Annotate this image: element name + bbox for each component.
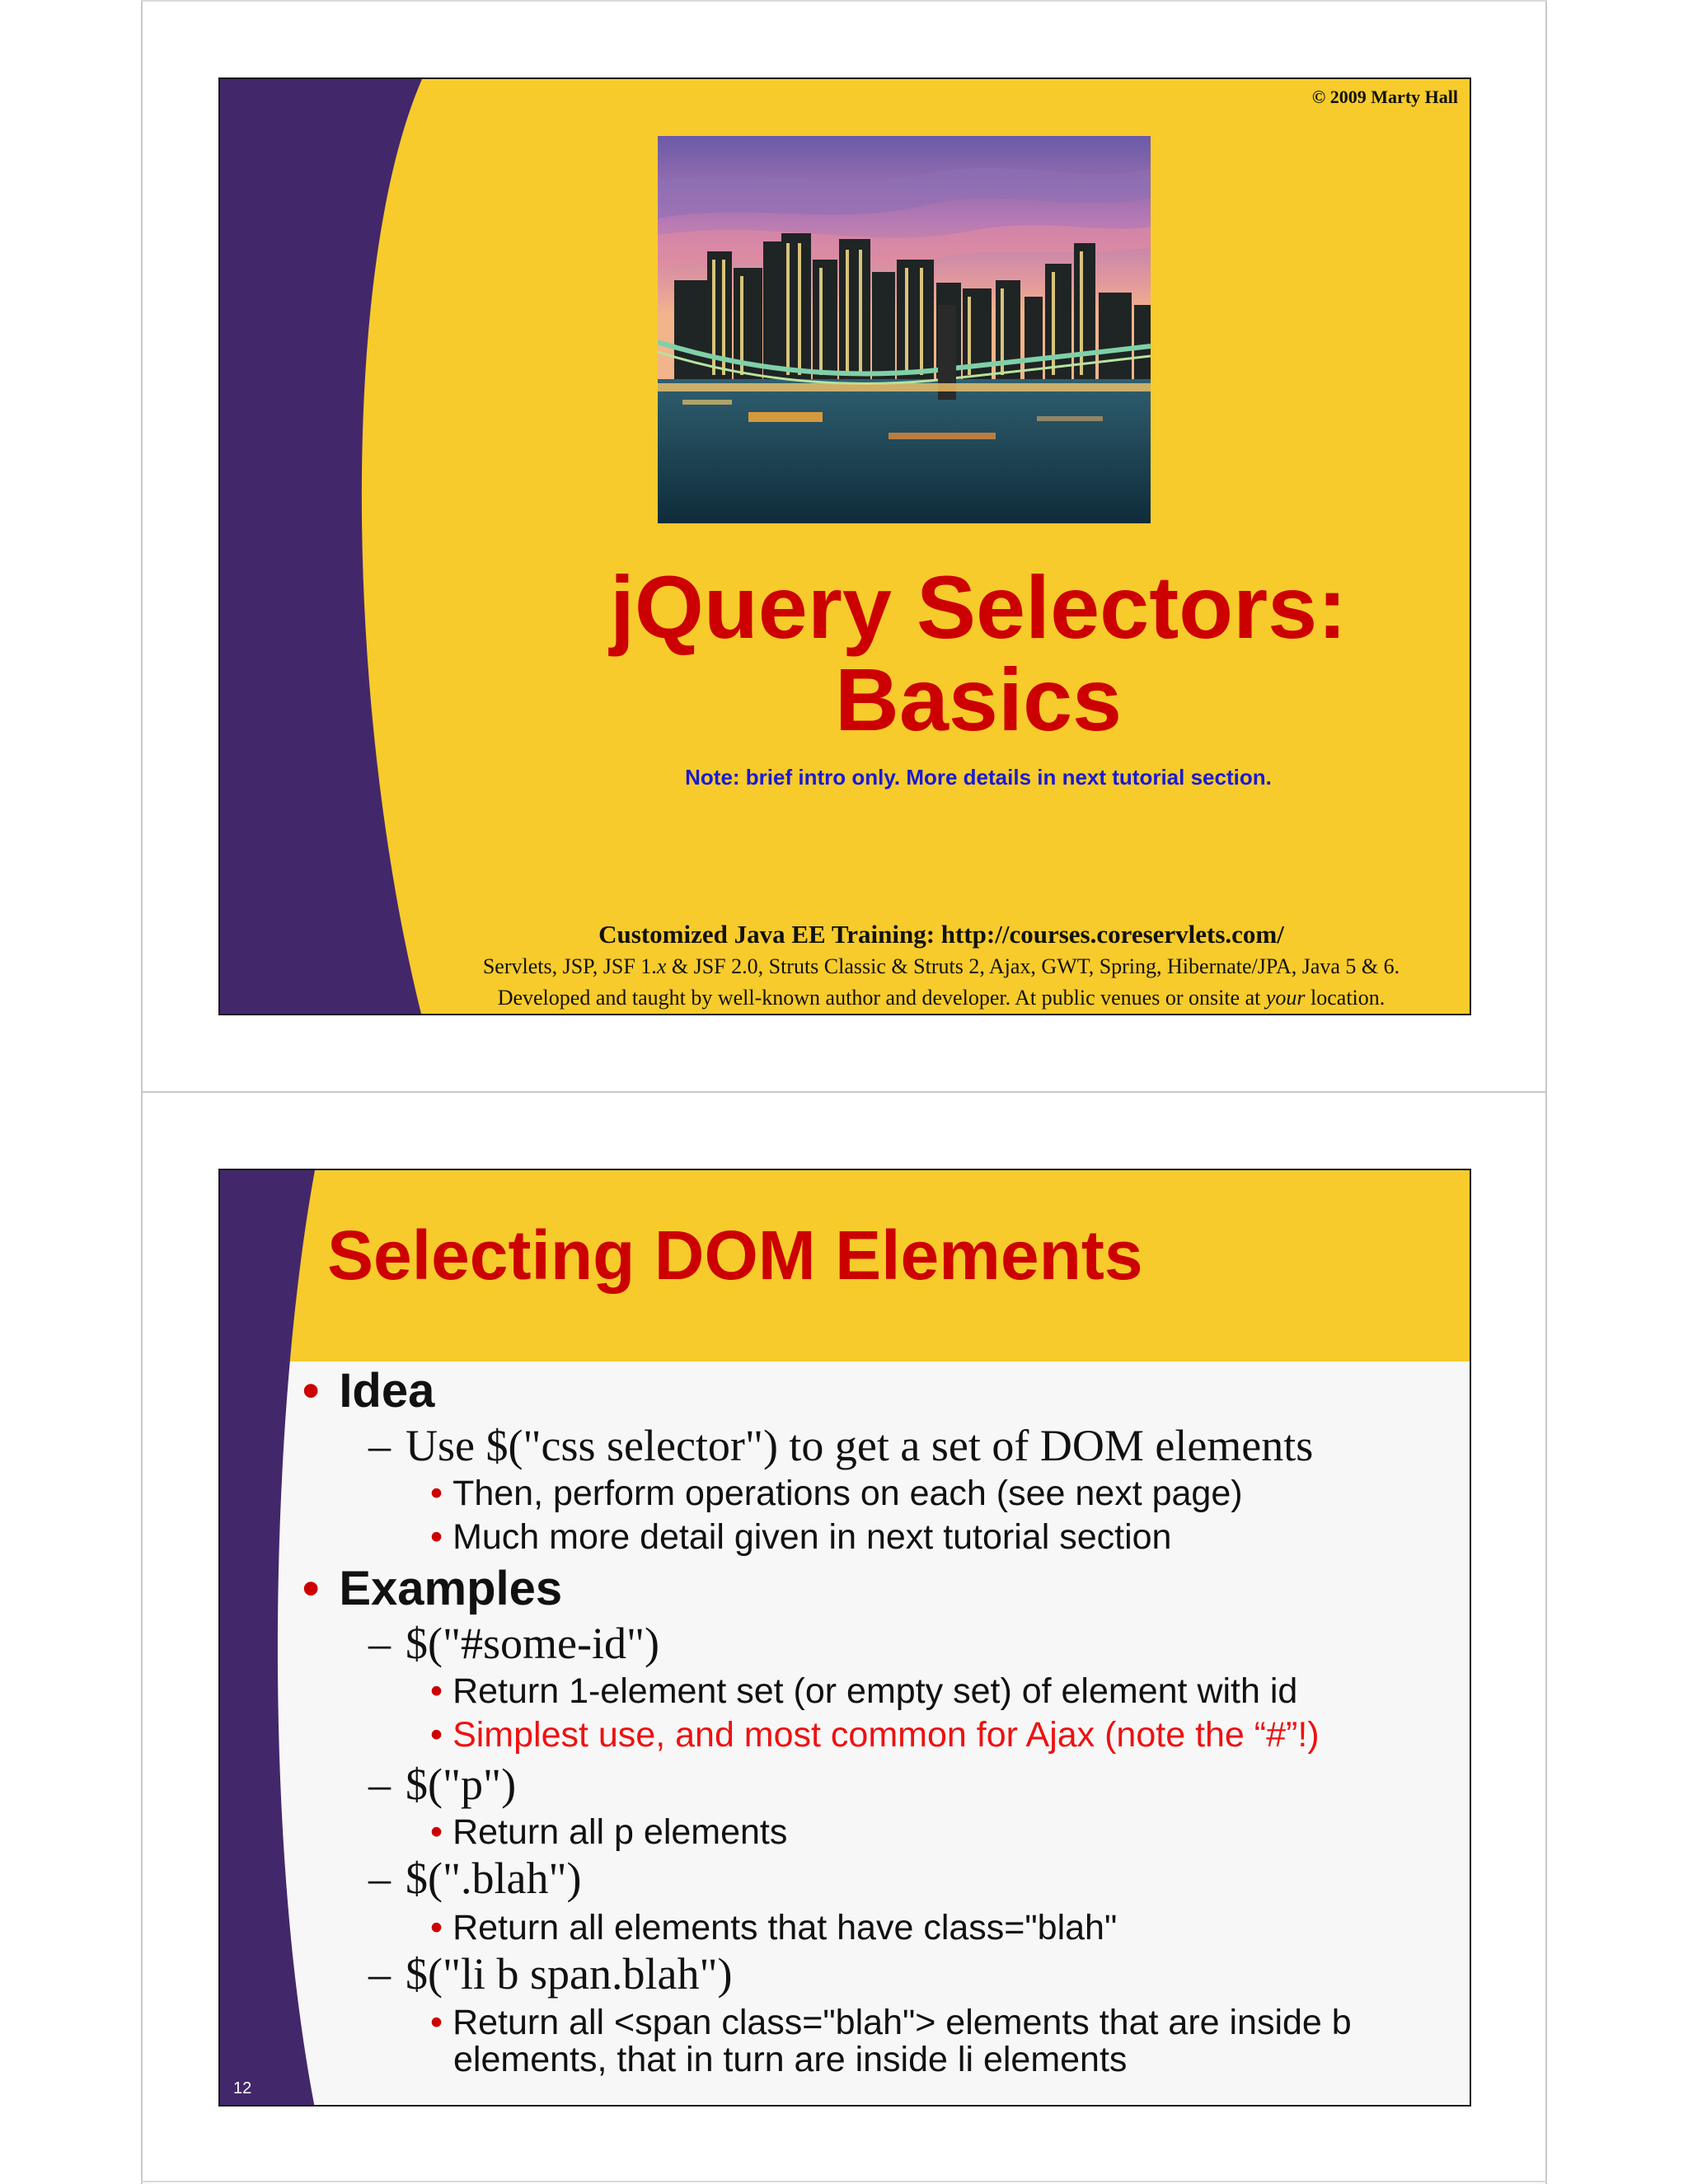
slide-title-line-2: Basics: [834, 649, 1123, 749]
sub-bullet: – $(".blah"): [368, 1854, 582, 1903]
detail-bullet: • Return all elements that have class="blah": [430, 1908, 1118, 1947]
author-line: Developed and taught by well-known author and developer. At public venues or onsite at your location.: [497, 986, 1386, 1010]
copyright-notice: © 2009 Marty Hall: [1311, 87, 1458, 107]
detail-bullet: • Then, perform operations on each (see next page): [430, 1474, 1243, 1513]
sub-bullet: – $("#some-id"): [368, 1619, 660, 1668]
intro-note: Note: brief intro only. More details in next tutorial section.: [685, 765, 1272, 790]
detail-bullet: • Return all <span class="blah"> elements that are inside b: [430, 2003, 1352, 2042]
detail-bullet: • Return 1-element set (or empty set) of element with id: [430, 1671, 1298, 1711]
page-divider: [141, 1091, 1547, 1093]
page-bottom-edge: [141, 2181, 1547, 2182]
sub-bullet: – $("li b span.blah"): [368, 1949, 733, 1999]
detail-bullet: • Much more detail given in next tutorial section: [430, 1517, 1172, 1557]
detail-bullet-continuation: elements, that in turn are inside li elements: [453, 2040, 1128, 2079]
training-link: Customized Java EE Training: http://courses.coreservlets.com/: [598, 920, 1284, 949]
title-slide: [218, 77, 1471, 1015]
bullet-idea: • Idea: [302, 1364, 435, 1418]
slide-title: Selecting DOM Elements: [327, 1216, 1143, 1294]
slide-title-line-1: jQuery Selectors:: [609, 557, 1348, 657]
sub-bullet: – $("p"): [368, 1760, 517, 1809]
highlight-bullet: • Simplest use, and most common for Ajax (note the “#”!): [430, 1715, 1320, 1755]
page-top-edge: [141, 0, 1547, 2]
bullet-examples: • Examples: [302, 1562, 563, 1615]
slide-number: 12: [233, 2079, 252, 2097]
slide-title: [484, 557, 1471, 749]
topics-line: Servlets, JSP, JSF 1.x & JSF 2.0, Struts Classic & Struts 2, Ajax, GWT, Spring, Hibernate/JPA, Java 5 & 6.: [482, 954, 1400, 978]
detail-bullet: • Return all p elements: [430, 1812, 788, 1852]
content-slide: [218, 1169, 1471, 2107]
sub-bullet: – Use $("css selector") to get a set of DOM elements: [368, 1421, 1314, 1470]
city-skyline-photo: [658, 136, 1151, 523]
